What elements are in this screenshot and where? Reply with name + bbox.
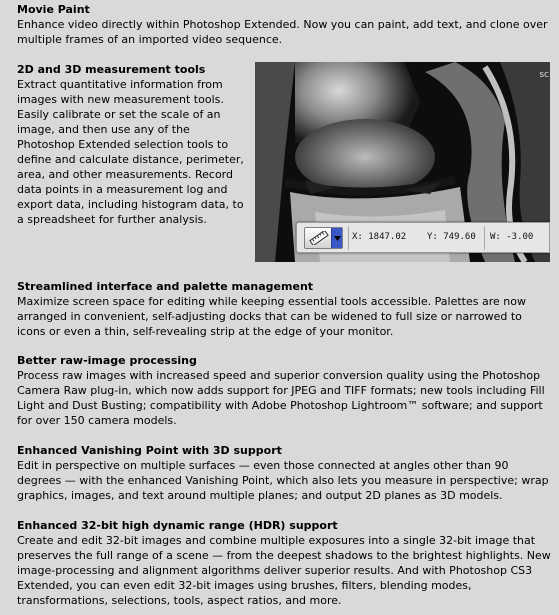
chevron-down-icon [334, 236, 341, 241]
section-body: Enhance video directly within Photoshop Extended. Now you can paint, add text, and clone over multiple frames of an imported video sequence. [17, 18, 548, 46]
section-title: Enhanced Vanishing Point with 3D support [17, 444, 282, 457]
section-title: Movie Paint [17, 3, 90, 16]
toolbar-divider [348, 226, 349, 250]
measurement-screenshot [255, 62, 550, 262]
toolbar-divider [484, 226, 485, 250]
section-vanishing-point [17, 443, 551, 503]
x-coordinate-readout: X: 1847.02 [352, 232, 407, 242]
section-title: Enhanced 32-bit high dynamic range (HDR) support [17, 519, 338, 532]
section-hdr-support [17, 518, 551, 608]
tool-dropdown[interactable] [331, 228, 342, 248]
section-body: Extract quantitative information from images with new measurement tools. Easily calibrate or set the scale of an image, and then use any of the Photoshop Extended selection tools to define and calculate distance, perimeter, area, and other measurements. Record data points in a measurement log and export data, including histogram data, to a spreadsheet for further analysis. [17, 78, 244, 226]
section-measurement-tools [17, 62, 247, 227]
measurement-toolbar [296, 222, 550, 253]
section-raw-processing [17, 353, 551, 428]
y-coordinate-readout: Y: 749.60 [427, 232, 476, 242]
section-title: 2D and 3D measurement tools [17, 63, 206, 76]
section-body: Create and edit 32-bit images and combine multiple exposures into a single 32-bit image that preserves the full range of a scene — from the deepest shadows to the brightest highlights. New image-processing and alignment algorithms deliver superior results. And with Photoshop CS3 Extended, you can even edit 32-bit images using brushes, filters, blending modes, transformations, selections, tools, aspect ratios, and more. [17, 534, 551, 607]
section-interface-palette [17, 279, 551, 339]
corner-label: sc [539, 70, 549, 80]
section-title: Better raw-image processing [17, 354, 197, 367]
section-body: Process raw images with increased speed and superior conversion quality using the Photoshop Camera Raw plug-in, which now adds support for JPEG and TIFF formats; new tools including Fill Light and Dust Busting; compatibility with Adobe Photoshop Lightroom™ software; and support for over 150 camera models. [17, 369, 545, 427]
ruler-tool-button[interactable] [304, 227, 343, 249]
section-body: Edit in perspective on multiple surfaces — even those connected at angles other than 90 degrees — with the enhanced Vanishing Point, which also lets you measure in perspective; wrap graphics, images, and text around multiple planes; and output 2D planes as 3D models. [17, 459, 549, 502]
section-title: Streamlined interface and palette management [17, 280, 314, 293]
section-movie-paint [17, 2, 551, 47]
width-readout: W: -3.00 [490, 232, 534, 242]
section-body: Maximize screen space for editing while keeping essential tools accessible. Palettes are now arranged in convenient, self-adjusting docks that can be widened to full size or narrowed to icons or even a thin, self-revealing strip at the edge of your monitor. [17, 295, 526, 338]
